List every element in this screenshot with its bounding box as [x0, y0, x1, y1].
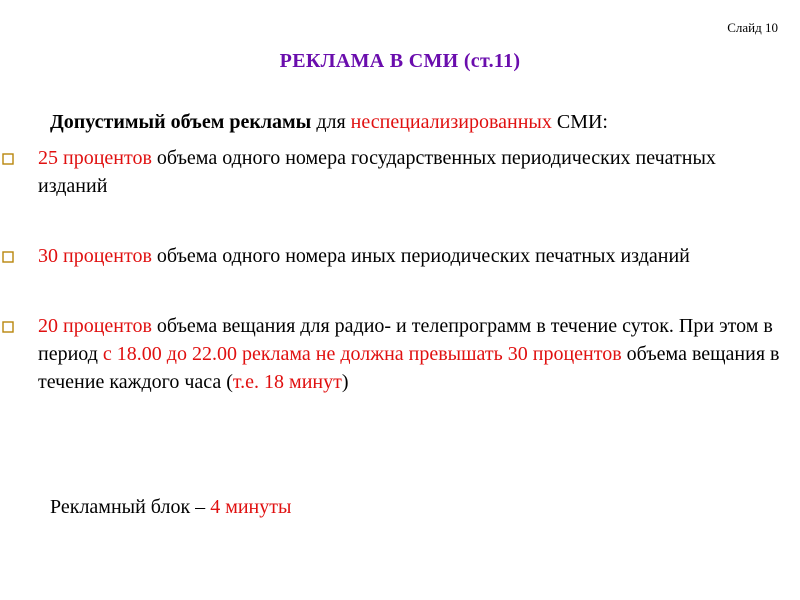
bullet-3-red: 20 процентов — [38, 315, 152, 337]
ad-block-text: Рекламный блок – — [50, 496, 211, 518]
intro-bold-text: Допустимый объем рекламы — [50, 111, 312, 133]
bullet-list — [0, 144, 790, 396]
intro-plain-text: для — [311, 111, 351, 133]
bullet-3-text-1: объема вещания для радио- и телепрограмм в течение суток. При этом в период — [38, 315, 773, 365]
bullet-3-text-3: ) — [341, 371, 349, 393]
bullet-1-text: объема одного номера государственных периодических печатных изданий — [38, 147, 716, 197]
square-bullet-icon — [2, 153, 14, 165]
square-bullet-icon — [2, 251, 14, 263]
slide-number: Слайд 10 — [727, 20, 778, 35]
square-bullet-icon — [2, 321, 14, 333]
bullet-3-red-3: т.е. 18 минут — [232, 371, 342, 393]
intro-line — [50, 111, 608, 134]
slide-title: РЕКЛАМА В СМИ (ст.11) — [279, 50, 521, 72]
bullet-item-1 — [0, 144, 790, 200]
intro-red-text: неспециализированных — [350, 111, 552, 133]
intro-tail-text: СМИ: — [551, 111, 608, 133]
ad-block-red: 4 минуты — [210, 496, 292, 518]
bullet-3-red-2: с 18.00 до 22.00 реклама не должна превышать 30 процентов — [102, 343, 622, 365]
bullet-item-3 — [0, 312, 790, 396]
bullet-2-text: объема одного номера иных периодических печатных изданий — [151, 245, 690, 267]
ad-block-line — [50, 496, 291, 519]
bullet-1-red: 25 процентов — [38, 147, 152, 169]
bullet-2-red: 30 процентов — [38, 245, 152, 267]
bullet-item-2 — [0, 242, 790, 270]
bullet-3-text-2: объема вещания в течение каждого часа ( — [38, 343, 780, 393]
